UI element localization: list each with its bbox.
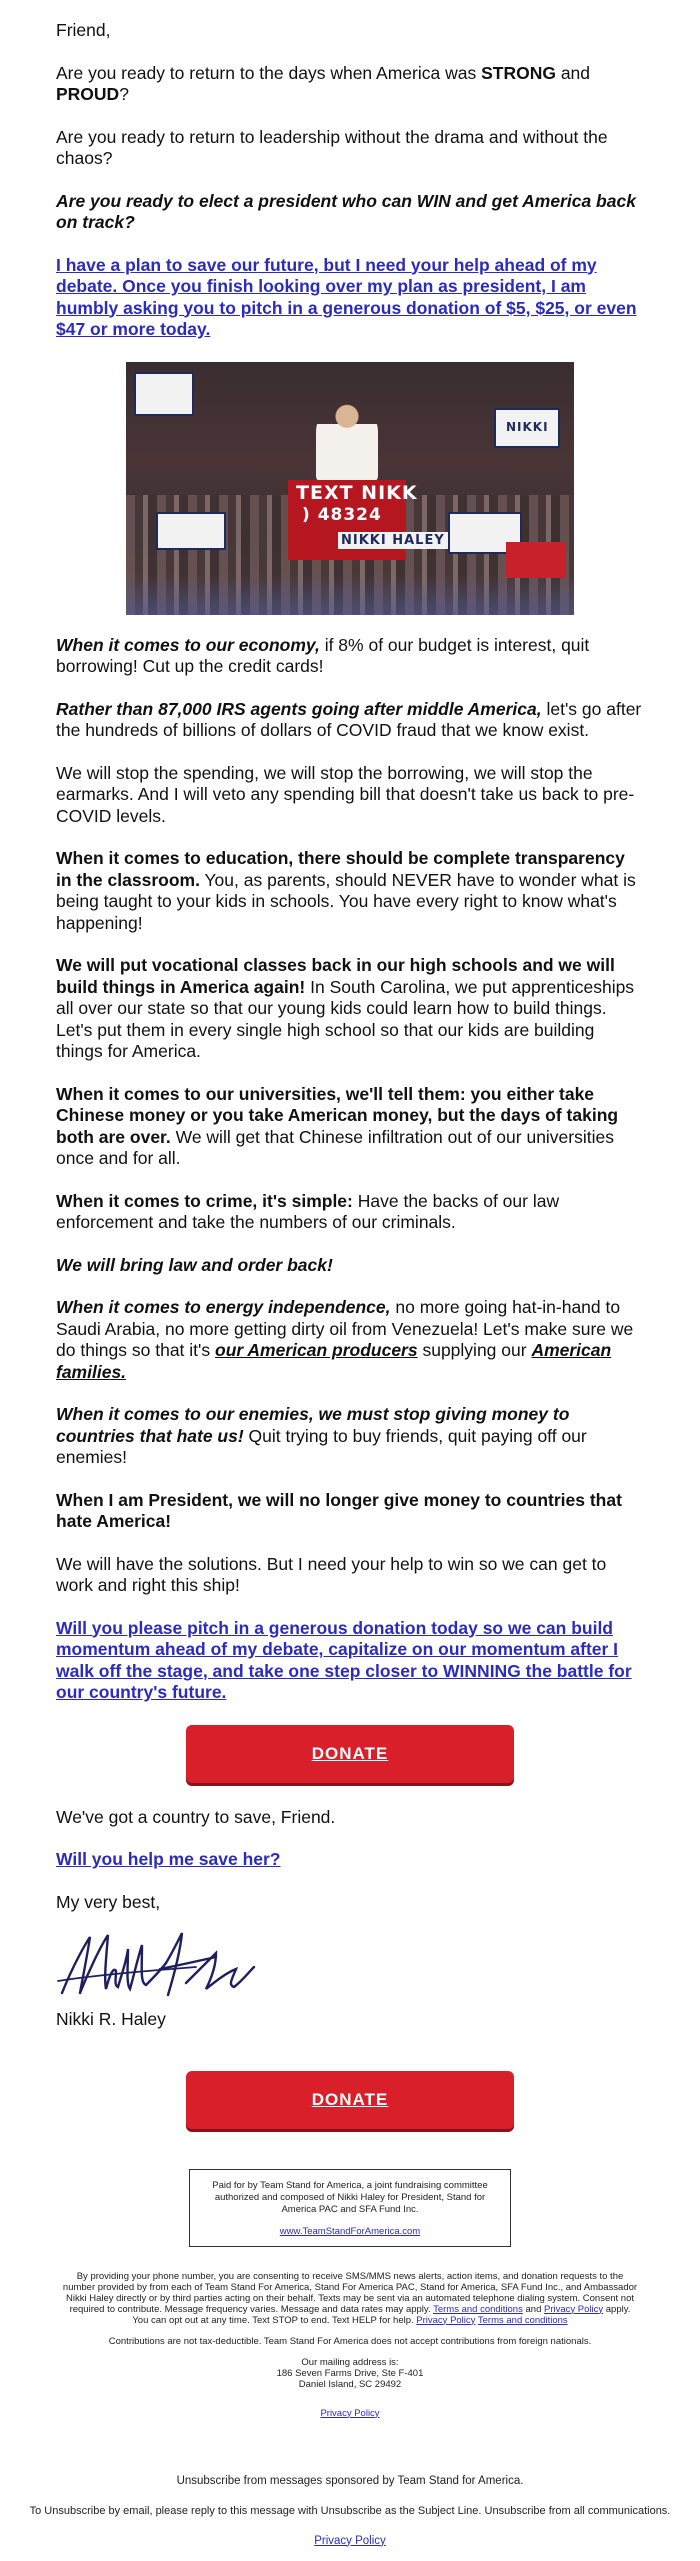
rally-photo[interactable] [126,362,574,615]
para-elect: Are you ready to elect a president who can WIN and get America back on track? [56,190,636,232]
economy-lead: When it comes to our economy, [56,634,320,655]
photo-sign [156,512,226,550]
vocational-paragraph [56,955,644,1063]
terms-link[interactable]: Terms and conditions [433,2303,523,2315]
energy-paragraph [56,1297,644,1383]
unsubscribe-text: Unsubscribe from messages sponsored by Team Stand for America. [176,2474,524,2487]
energy-lead: When it comes to energy independence, [56,1297,391,1317]
education-paragraph [56,848,644,934]
para1-post: ? [119,84,129,104]
photo-sign-red [506,542,566,578]
sms-and: and [522,2303,544,2315]
country-paragraph: We've got a country to save, Friend. [56,1806,336,1827]
help-paragraph [56,1849,644,1871]
crime-lead: When it comes to crime, it's simple: [56,1190,353,1211]
spending-paragraph: We will stop the spending, we will stop the borrowing, we will stop the earmarks. And I will veto any spending bill that doesn't take us back to pre-COVID levels. [56,762,635,826]
photo-speaker [316,402,378,482]
mailing-address [56,2357,644,2390]
sms-consent-text: By providing your phone number, you are consenting to receive SMS/MMS news alerts, action items, and donation requests to the number provided by from each of Team Stand For America, Stand For America PAC, Stand for America, SFA Fund Inc., and Ambassador Nikki Haley directly or by third parties acting on their behalf. Texts may be sent via an automated telephone dialing system. Consent not required to contribute. Message frequency varies. Message and data rates may apply. [62,2270,638,2315]
crime-paragraph [56,1191,644,1234]
privacy-policy-link[interactable]: Privacy Policy [320,2407,380,2419]
crime-rest: Have the backs of our law enforcement and take the numbers of our criminals. [56,1190,560,1232]
para1-mid: and [555,62,591,83]
education-lead: When it comes to education, there should be complete transparency in the classroom. [56,848,625,890]
economy-rest: if 8% of our budget is interest, quit borrowing! Cut up the credit cards! [56,634,590,676]
energy-families: American families. [56,1340,612,1382]
sms-consent [56,2271,644,2326]
enemies-paragraph [56,1404,644,1469]
universities-rest: We will get that Chinese infiltration out of our universities once and for all. [56,1126,614,1168]
paid-for-box [189,2169,511,2247]
donate-button-2[interactable]: DONATE [186,2071,514,2129]
address-line-2: Daniel Island, SC 29492 [298,2378,402,2390]
economy-paragraph [56,635,644,678]
donate-button-container [56,1725,644,1783]
education-rest: You, as parents, should NEVER have to wonder what is being taught to your kids in schools. You have every right to know what's happening! [56,869,636,933]
greeting: Friend, [56,20,111,40]
energy-mid: supplying our [417,1340,532,1360]
enemies-lead: When it comes to our enemies, we must stop giving money to countries that hate us! [56,1404,570,1446]
momentum-donate-link[interactable]: Will you please pitch in a generous donation today so we can build momentum ahead of my debate, capitalize on our momentum after I walk off the stage, and take one step closer to WINNING the battle for our country's future. [56,1617,632,1702]
photo-container [56,362,644,615]
law-order-paragraph: We will bring law and order back! [56,1254,333,1275]
para1-proud: PROUD [56,84,120,104]
photo-sign-number: ) 48324 [302,504,382,525]
vocational-rest: In South Carolina, we put apprenticeships all over our state so that our young kids could learn how to build things. Let's put them in every single high school so that our kids are building things for America. [56,976,635,1061]
energy-rest: no more going hat-in-hand to Saudi Arabia, no more getting dirty oil from Venezuela! Let's make sure we do things so that it's [56,1297,634,1360]
signature-image [56,1923,644,2005]
signature-name: Nikki R. Haley [56,2009,166,2029]
donation-ask-paragraph [56,1618,644,1704]
footer-privacy-link[interactable]: Privacy Policy [314,2534,386,2547]
sms-consent-text-2: apply. You can opt out at any time. Text STOP to end. Text HELP for help. [132,2303,631,2326]
privacy-link[interactable]: Privacy Policy [544,2303,604,2315]
irs-lead: Rather than 87,000 IRS agents going after middle America, [56,698,542,719]
president-paragraph: When I am President, we will no longer give money to countries that hate America! [56,1489,622,1531]
irs-paragraph [56,699,644,742]
para-strong-proud [56,63,644,106]
photo-sign-text: TEXT NIKK [296,481,418,504]
enemies-rest: Quit trying to buy friends, quit paying off our enemies! [56,1425,587,1467]
photo-side-sign: NIKKI [506,419,549,434]
plan-donate-link[interactable]: I have a plan to save our future, but I need your help ahead of my debate. Once you finish looking over my plan as president, I am humbly asking you to pitch in a generous donation of $5, $25, or even $47 or more today. [56,254,637,339]
irs-rest: let's go after the hundreds of billions of dollars of COVID fraud that we know exist. [56,698,642,740]
website-link[interactable]: www.TeamStandForAmerica.com [279,2225,421,2237]
vocational-lead: We will put vocational classes back in our high schools and we will build things in America again! [56,955,615,997]
universities-lead: When it comes to our universities, we'll tell them: you either take Chinese money or you take American money, but the days of taking both are over. [56,1083,619,1147]
photo-foreground-blur [126,575,574,615]
para-leadership: Are you ready to return to leadership without the drama and without the chaos? [56,126,608,168]
contributions-note: Contributions are not tax-deductible. Team Stand For America does not accept contributions from foreign nationals. [108,2335,592,2347]
energy-producers: our American producers [215,1340,418,1360]
photo-sign [134,372,194,416]
privacy-policy-row [56,2408,644,2419]
closing: My very best, [56,1891,161,1912]
footer [0,2475,700,2561]
solutions-paragraph: We will have the solutions. But I need your help to win so we can get to work and right this ship! [56,1553,607,1595]
terms-link-2[interactable]: Terms and conditions [477,2314,568,2326]
para1-strong: STRONG [481,62,556,83]
donate-button[interactable]: DONATE [186,1725,514,1783]
paid-for-text: Paid for by Team Stand for America, a joint fundraising committee authorized and composed of Nikki Haley for President, Stand for America PAC and SFA Fund Inc. [212,2179,488,2215]
help-save-link[interactable]: Will you help me save her? [56,1849,281,1869]
address-line-1: 186 Seven Farms Drive, Ste F-401 [276,2367,424,2379]
para1-pre: Are you ready to return to the days when America was [56,62,482,83]
universities-paragraph [56,1084,644,1170]
unsubscribe-email-text: To Unsubscribe by email, please reply to this message with Unsubscribe as the Subject Line. Unsubscribe from all communications. [29,2504,671,2517]
privacy-link-2[interactable]: Privacy Policy [416,2314,476,2326]
donate-button-container-2 [56,2071,644,2129]
photo-sign-name: NIKKI HALEY [338,532,448,549]
plan-paragraph [56,255,644,341]
signature-svg [56,1923,266,2005]
address-label: Our mailing address is: [301,2356,399,2368]
